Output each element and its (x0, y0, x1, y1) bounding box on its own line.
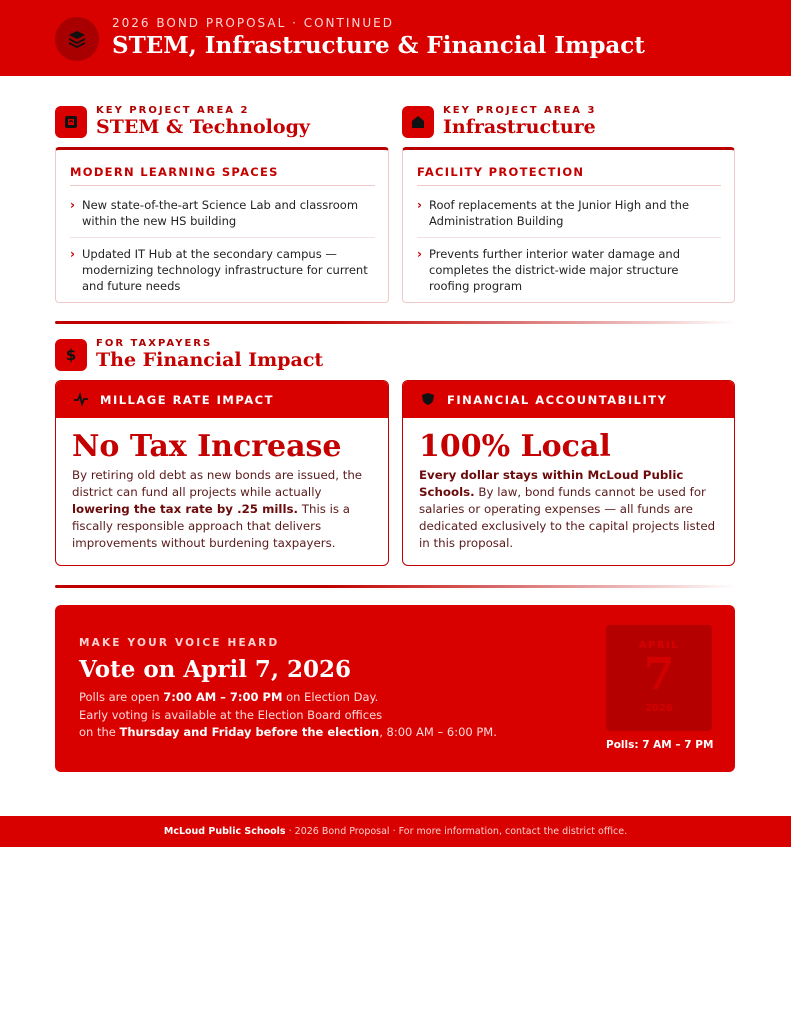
millage-text-bold: lowering the tax rate by .25 mills. (72, 502, 299, 516)
calendar-year: 2026 (645, 703, 673, 714)
list-item-text: Updated IT Hub at the secondary campus — modernizing technology infrastructure for current and future needs (82, 247, 368, 293)
infrastructure-section-header (402, 104, 732, 144)
vote-line-3 (79, 724, 497, 742)
list-item-text: New state-of-the-art Science Lab and classroom within the new HS building (82, 198, 359, 228)
vote-early-days: Thursday and Friday before the election (119, 725, 380, 739)
list-item (70, 246, 375, 294)
accountability-card-header (403, 381, 734, 418)
accountability-body (419, 467, 720, 552)
infrastructure-title: Infrastructure (443, 116, 596, 138)
calendar-month: APRIL (638, 640, 680, 651)
vote-line-2: Early voting is available at the Election Board offices (79, 707, 383, 722)
chevron-right-icon: › (417, 198, 422, 212)
pulse-icon (74, 392, 88, 406)
stem-kicker: KEY PROJECT AREA 2 (96, 105, 250, 116)
vote-text: , 8:00 AM – 6:00 PM. (379, 725, 497, 739)
vote-text: on the (79, 725, 120, 739)
shield-icon (421, 392, 435, 406)
vote-line-1 (79, 689, 497, 707)
page-header (0, 0, 791, 76)
footer-org: McLoud Public Schools (163, 826, 286, 837)
vote-text: on Election Day. (282, 690, 379, 704)
house-icon (402, 106, 434, 138)
header-kicker: 2026 BOND PROPOSAL · CONTINUED (112, 16, 394, 30)
stem-card-label: MODERN LEARNING SPACES (70, 165, 279, 179)
vote-kicker: MAKE YOUR VOICE HEARD (79, 637, 280, 649)
page-title: STEM, Infrastructure & Financial Impact (112, 32, 645, 59)
section-divider (55, 585, 735, 588)
section-divider (55, 321, 735, 324)
list-item-text: Roof replacements at the Junior High and the Administration Building (429, 198, 690, 228)
vote-details (79, 689, 497, 742)
financial-kicker: FOR TAXPAYERS (96, 338, 213, 349)
calendar-badge (606, 625, 712, 731)
millage-label: MILLAGE RATE IMPACT (100, 393, 274, 407)
list-item (417, 197, 721, 238)
infrastructure-card-label: FACILITY PROTECTION (417, 165, 585, 179)
polls-hours: Polls: 7 AM – 7 PM (606, 739, 714, 751)
stem-title: STEM & Technology (96, 116, 310, 138)
accountability-headline: 100% Local (419, 429, 611, 464)
millage-text-rest: This is a fiscally responsible approach that delivers improvements without burdening taxpayers. (72, 502, 351, 550)
vote-hours: 7:00 AM – 7:00 PM (163, 690, 283, 704)
infrastructure-item-list (417, 197, 721, 294)
financial-title: The Financial Impact (96, 349, 324, 371)
vote-text: Polls are open (79, 690, 164, 704)
millage-card (55, 380, 389, 566)
stem-section-header (55, 104, 385, 144)
accountability-text: By law, bond funds cannot be used for salaries or operating expenses — all funds are dedicated exclusively to the capital projects listed in this proposal. (419, 485, 716, 550)
divider (70, 185, 375, 186)
millage-text: By retiring old debt as new bonds are issued, the district can fund all projects while actually (72, 468, 363, 499)
infrastructure-kicker: KEY PROJECT AREA 3 (443, 105, 597, 116)
chevron-right-icon: › (70, 247, 75, 261)
millage-headline: No Tax Increase (72, 429, 342, 464)
dollar-icon: $ (55, 339, 87, 371)
chevron-right-icon: › (417, 247, 422, 261)
stem-card (55, 147, 389, 303)
list-item-text: Prevents further interior water damage and completes the district-wide major structure roofing program (429, 247, 681, 293)
financial-section-header (55, 337, 455, 377)
page-footer (0, 816, 791, 847)
accountability-label: FINANCIAL ACCOUNTABILITY (447, 393, 668, 407)
accountability-text-bold: Every dollar stays within McLoud Public Schools. (419, 468, 684, 499)
list-item (70, 197, 375, 238)
vote-title: Vote on April 7, 2026 (79, 656, 351, 683)
footer-text: · 2026 Bond Proposal · For more information, contact the district office. (285, 826, 628, 837)
millage-body (72, 467, 374, 552)
accountability-card (402, 380, 735, 566)
list-item (417, 246, 721, 294)
calendar-day: 7 (643, 649, 675, 700)
vote-banner (55, 605, 735, 772)
divider (417, 185, 721, 186)
chip-icon (55, 106, 87, 138)
chevron-right-icon: › (70, 198, 75, 212)
infrastructure-card (402, 147, 735, 303)
stem-item-list (70, 197, 375, 294)
millage-card-header (56, 381, 388, 418)
layers-icon (55, 17, 99, 61)
